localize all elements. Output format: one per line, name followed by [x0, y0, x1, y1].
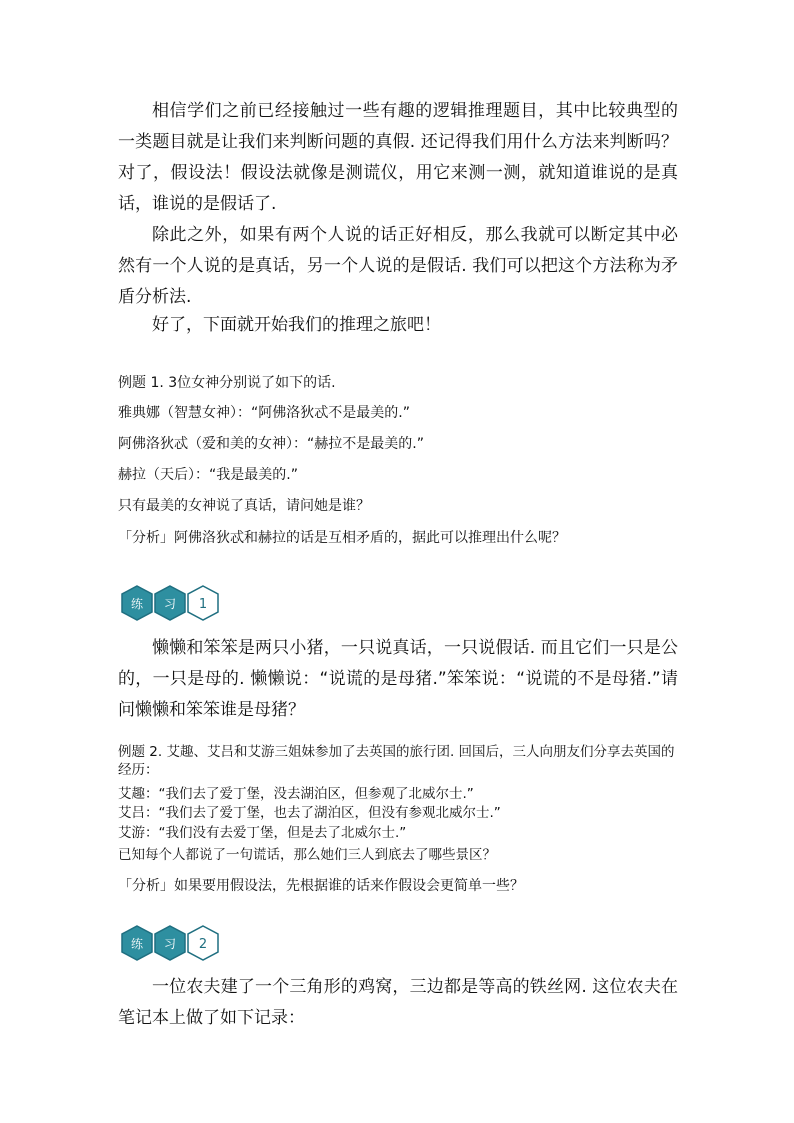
- practice-badge-2: [120, 924, 222, 970]
- example2-title: 例题 2. 艾趣、艾吕和艾游三姐妹参加了去英国的旅行团. 回国后，三人向朋友们分享去英国的经历：: [118, 744, 675, 778]
- intro-paragraph-2: 除此之外，如果有两个人说的话正好相反，那么我就可以断定其中必然有一个人说的是真话，另一个人说的是假话. 我们可以把这个方法称为矛盾分析法.: [118, 225, 678, 307]
- example2-line-aiyou: 艾游：“我们没有去爱丁堡，但是去了北威尔士.”: [118, 825, 407, 841]
- example2-analysis: 「分析」如果要用假设法，先根据谁的话来作假设会更简单一些？: [118, 878, 524, 894]
- badge-number: 1: [198, 597, 208, 612]
- badge-char-2: 习: [163, 937, 177, 951]
- example2-question: 已知每个人都说了一句谎话，那么她们三人到底去了哪些景区？: [118, 847, 496, 863]
- badge-char-1: 练: [130, 597, 144, 611]
- example1-title: 例题 1. 3位女神分别说了如下的话.: [118, 375, 336, 391]
- example1-line-hera: 赫拉（天后）：“我是最美的.”: [118, 467, 298, 483]
- example1-question: 只有最美的女神说了真话，请问她是谁？: [118, 498, 370, 514]
- badge-number: 2: [198, 937, 208, 952]
- intro-paragraph-3: 好了，下面就开始我们的推理之旅吧！: [152, 315, 441, 335]
- example1-analysis: 「分析」阿佛洛狄忒和赫拉的话是互相矛盾的，据此可以推理出什么呢？: [118, 530, 566, 546]
- intro-paragraph-1: 相信学们之前已经接触过一些有趣的逻辑推理题目，其中比较典型的一类题目就是让我们来判断问题的真假. 还记得我们用什么方法来判断吗？对了，假设法！假设法就像是测谎仪，用它来测一测，就知道谁说的是真话，谁说的是假话了.: [118, 101, 678, 214]
- badge-char-2: 习: [163, 597, 177, 611]
- practice1-text: 懒懒和笨笨是两只小猪，一只说真话，一只说假话. 而且它们一只是公的，一只是母的. 懒懒说：“说谎的是母猪.”笨笨说：“说谎的不是母猪.”请问懒懒和笨笨谁是母猪？: [118, 638, 678, 720]
- badge-char-1: 练: [130, 937, 144, 951]
- example2-line-ailv: 艾吕：“我们去了爱丁堡，也去了湖泊区，但没有参观北威尔士.”: [118, 805, 501, 821]
- example2-line-aiqu: 艾趣：“我们去了爱丁堡，没去湖泊区，但参观了北威尔士.”: [118, 786, 474, 802]
- example1-line-athena: 雅典娜（智慧女神）：“阿佛洛狄忒不是最美的.”: [118, 405, 410, 421]
- practice-badge-1: [120, 584, 222, 630]
- example1-line-aphrodite: 阿佛洛狄忒（爱和美的女神）：“赫拉不是最美的.”: [118, 436, 424, 452]
- practice2-text: 一位农夫建了一个三角形的鸡窝，三边都是等高的铁丝网. 这位农夫在笔记本上做了如下记录：: [118, 977, 678, 1028]
